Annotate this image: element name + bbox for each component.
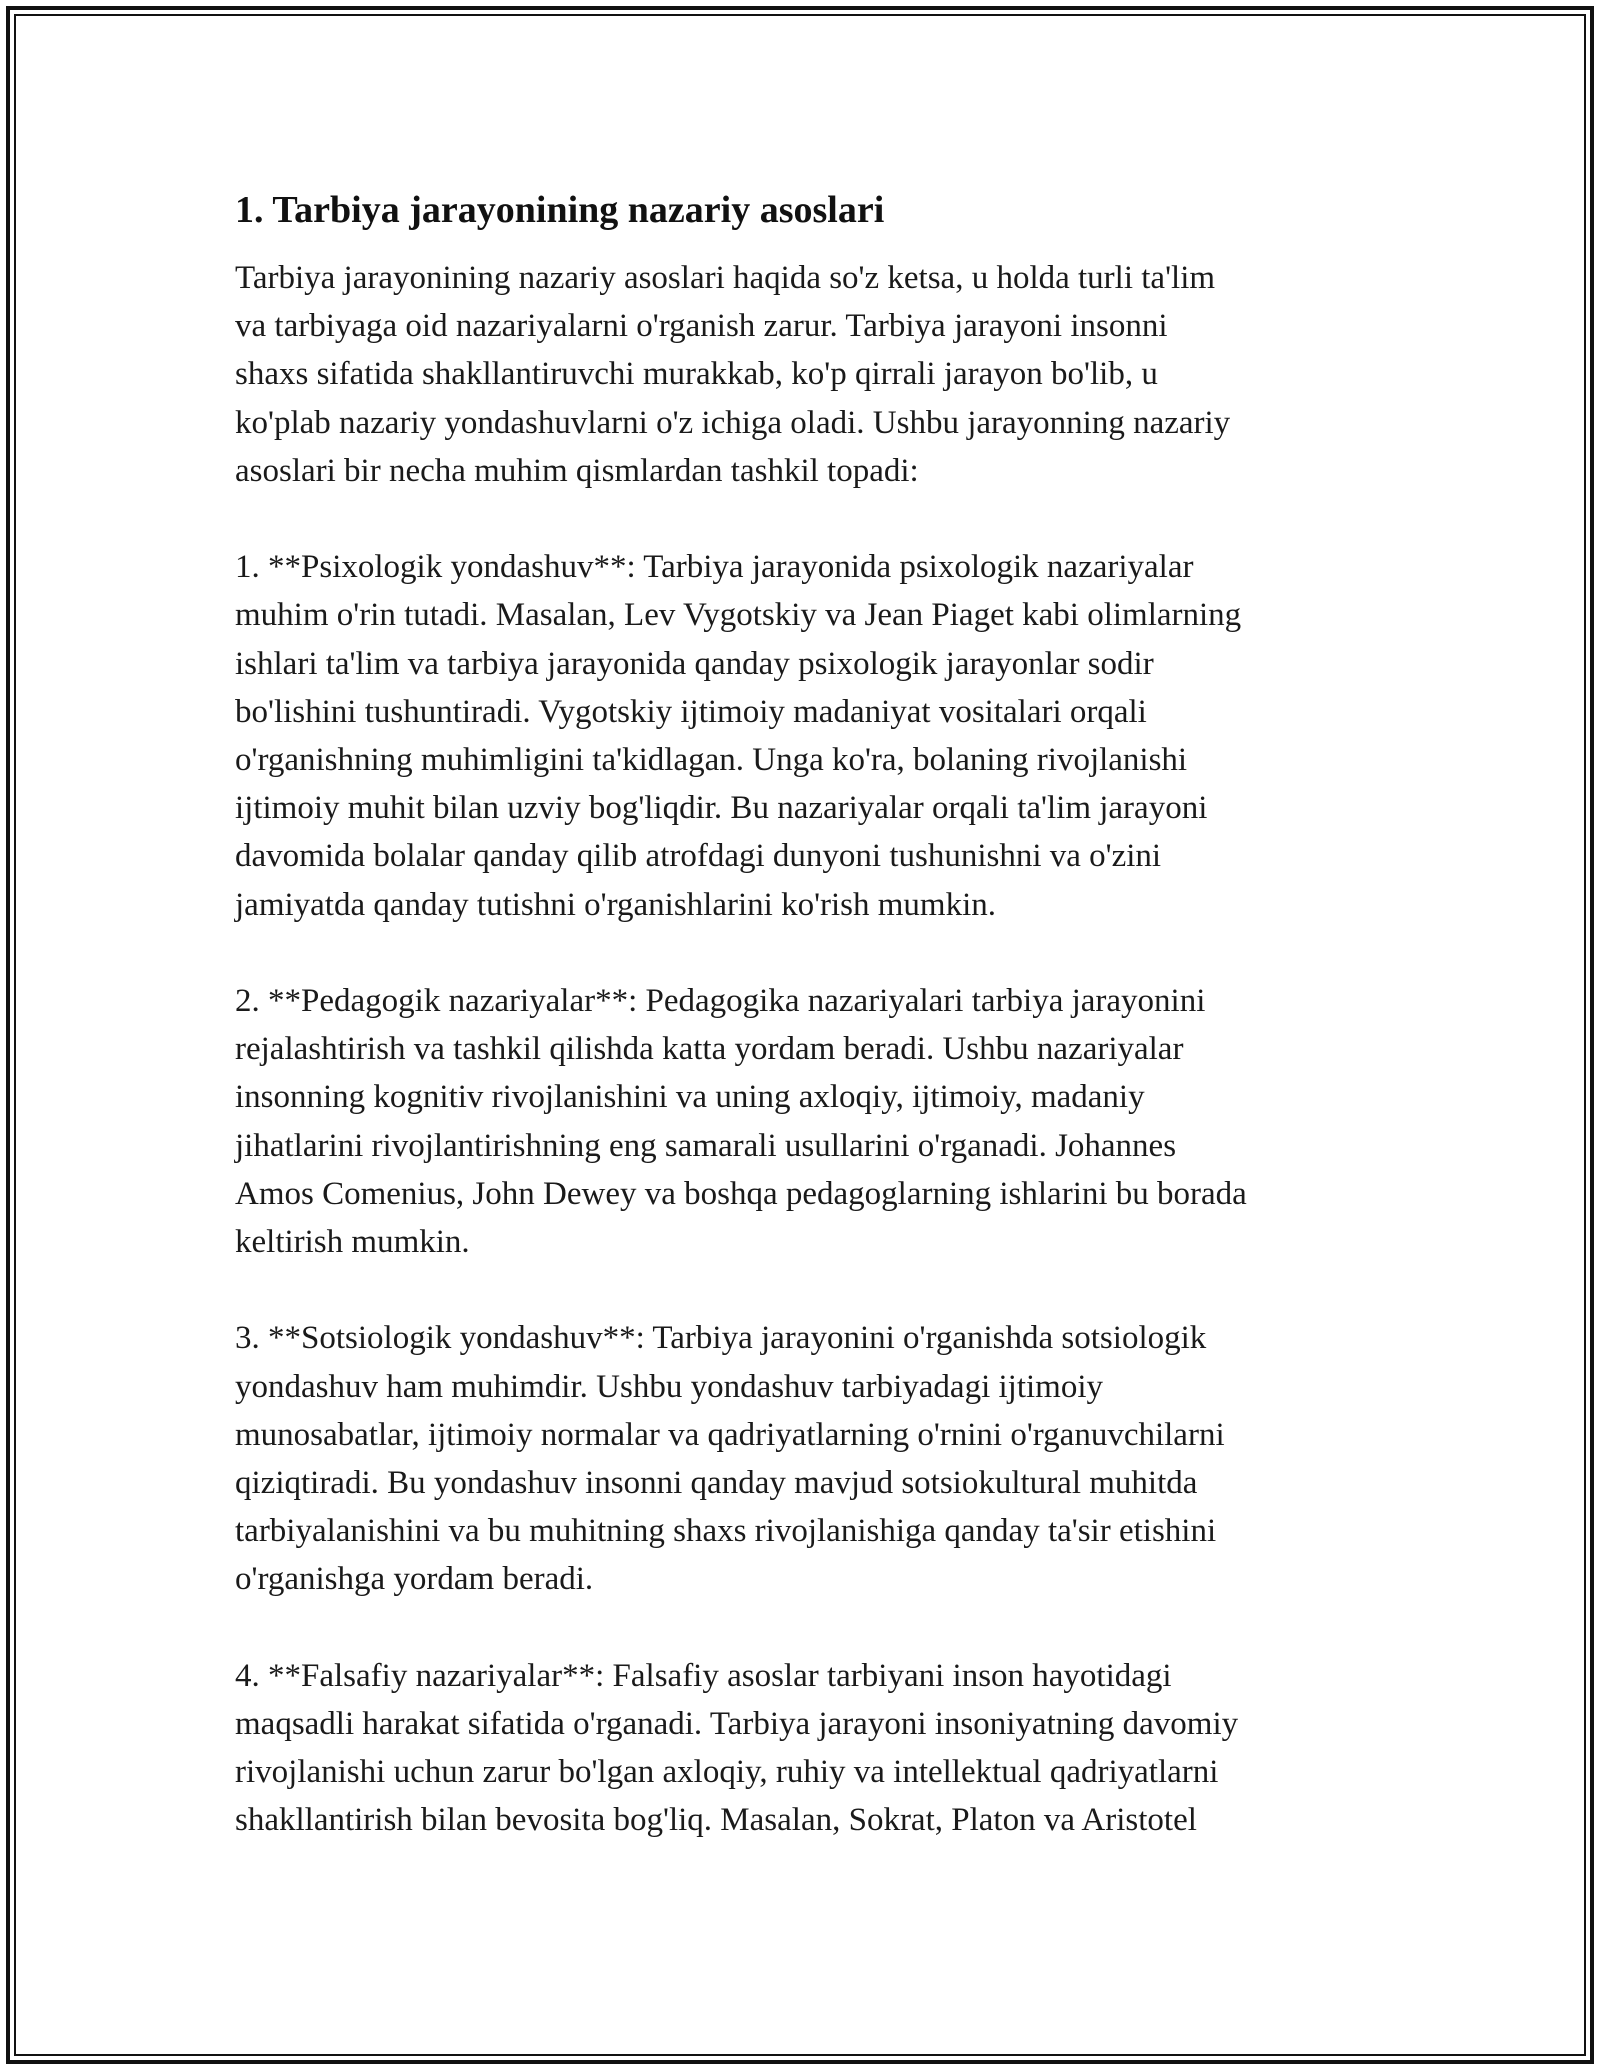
text-line: o'rganishga yordam beradi. <box>235 1561 594 1598</box>
section-heading: 1. Tarbiya jarayonining nazariy asoslari <box>235 189 885 231</box>
text-line: 4. **Falsafiy nazariyalar**: Falsafiy asoslar tarbiyani inson hayotidagi <box>235 1657 1172 1694</box>
text-line: o'rganishning muhimligini ta'kidlagan. Unga ko'ra, bolaning rivojlanishi <box>235 742 1188 779</box>
text-line: rejalashtirish va tashkil qilishda katta yordam beradi. Ushbu nazariyalar <box>235 1031 1184 1068</box>
text-line: jihatlarini rivojlantirishning eng samarali usullarini o'rganadi. Johannes <box>235 1127 1177 1164</box>
paragraph-sociological-approach <box>235 1314 1395 1603</box>
text-line: bo'lishini tushuntiradi. Vygotskiy ijtimoiy madaniyat vositalari orqali <box>235 693 1147 730</box>
paragraph-pedagogical-theories <box>235 977 1395 1266</box>
text-line: va tarbiyaga oid nazariyalarni o'rganish zarur. Tarbiya jarayoni insonni <box>235 308 1168 345</box>
text-line: ishlari ta'lim va tarbiya jarayonida qanday psixologik jarayonlar sodir <box>235 645 1154 682</box>
text-line: 2. **Pedagogik nazariyalar**: Pedagogika nazariyalari tarbiya jarayonini <box>235 983 1206 1020</box>
text-line: shakllantirish bilan bevosita bog'liq. Masalan, Sokrat, Platon va Aristotel <box>235 1802 1197 1839</box>
text-line: insonning kognitiv rivojlanishini va uning axloqiy, ijtimoiy, madaniy <box>235 1079 1145 1116</box>
paragraph-intro <box>235 254 1395 495</box>
text-line: ijtimoiy muhit bilan uzviy bog'liqdir. Bu nazariyalar orqali ta'lim jarayoni <box>235 790 1208 827</box>
paragraph-philosophical-theories <box>235 1652 1395 1845</box>
text-line: ko'plab nazariy yondashuvlarni o'z ichiga oladi. Ushbu jarayonning nazariy <box>235 404 1231 441</box>
text-line: Amos Comenius, John Dewey va boshqa pedagoglarning ishlarini bu borada <box>235 1175 1247 1212</box>
text-line: 3. **Sotsiologik yondashuv**: Tarbiya jarayonini o'rganishda sotsiologik <box>235 1320 1207 1357</box>
text-line: keltirish mumkin. <box>235 1224 470 1261</box>
text-line: davomida bolalar qanday qilib atrofdagi dunyoni tushunishni va o'zini <box>235 838 1162 875</box>
text-line: qiziqtiradi. Bu yondashuv insonni qanday mavjud sotsiokultural muhitda <box>235 1465 1198 1502</box>
text-line: muhim o'rin tutadi. Masalan, Lev Vygotskiy va Jean Piaget kabi olimlarning <box>235 597 1242 634</box>
text-line: rivojlanishi uchun zarur bo'lgan axloqiy, ruhiy va intellektual qadriyatlarni <box>235 1754 1219 1791</box>
text-line: shaxs sifatida shakllantiruvchi murakkab, ko'p qirrali jarayon bo'lib, u <box>235 356 1158 393</box>
text-line: asoslari bir necha muhim qismlardan tashkil topadi: <box>235 452 919 489</box>
document-body <box>235 186 1395 1893</box>
text-line: yondashuv ham muhimdir. Ushbu yondashuv tarbiyadagi ijtimoiy <box>235 1368 1104 1405</box>
text-line: tarbiyalanishini va bu muhitning shaxs rivojlanishiga qanday ta'sir etishini <box>235 1513 1217 1550</box>
paragraph-psychological-approach <box>235 543 1395 929</box>
text-line: munosabatlar, ijtimoiy normalar va qadriyatlarning o'rnini o'rganuvchilarni <box>235 1416 1225 1453</box>
text-line: jamiyatda qanday tutishni o'rganishlarini ko'rish mumkin. <box>235 886 997 923</box>
text-line: Tarbiya jarayonining nazariy asoslari haqida so'z ketsa, u holda turli ta'lim <box>235 260 1216 296</box>
text-line: 1. **Psixologik yondashuv**: Tarbiya jarayonida psixologik nazariyalar <box>235 549 1194 586</box>
text-line: maqsadli harakat sifatida o'rganadi. Tarbiya jarayoni insoniyatning davomiy <box>235 1706 1239 1743</box>
